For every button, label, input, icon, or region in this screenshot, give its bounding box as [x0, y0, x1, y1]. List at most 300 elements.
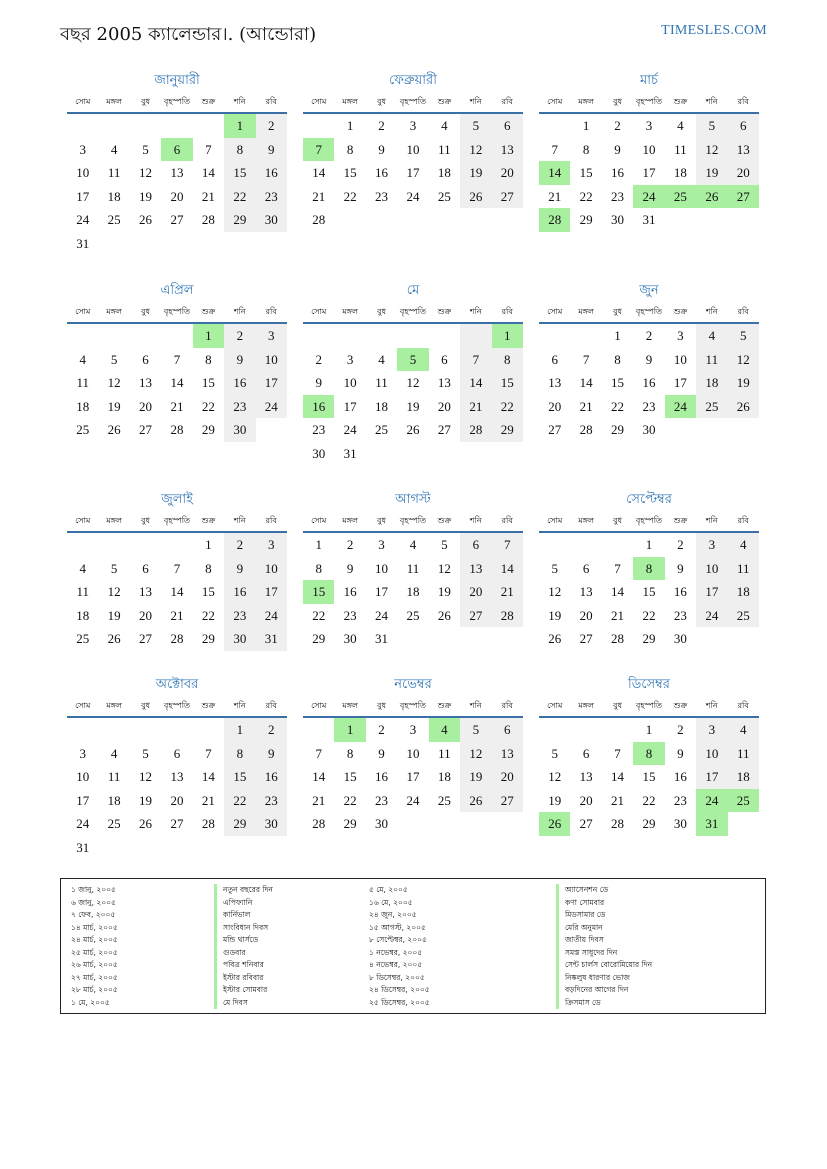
day-cell[interactable]: 12: [548, 769, 562, 785]
day-cell[interactable]: 24: [696, 789, 727, 813]
day-cell[interactable]: 13: [139, 375, 153, 391]
day-cell[interactable]: 25: [665, 185, 696, 209]
day-cell[interactable]: 16: [256, 161, 287, 185]
day-cell[interactable]: 6: [582, 745, 590, 761]
day-cell[interactable]: 8: [346, 141, 354, 157]
day-cell[interactable]: 15: [201, 584, 215, 600]
day-cell[interactable]: 26: [107, 422, 121, 438]
day-cell[interactable]: 13: [460, 557, 491, 581]
day-cell[interactable]: 23: [642, 398, 656, 414]
day-cell[interactable]: 11: [375, 375, 388, 391]
day-cell[interactable]: 30: [642, 422, 656, 438]
day-cell[interactable]: 18: [107, 188, 121, 204]
day-cell[interactable]: 5: [551, 560, 558, 576]
day-cell[interactable]: 15: [224, 765, 255, 789]
day-cell[interactable]: 15: [642, 584, 656, 600]
day-cell[interactable]: 29: [492, 418, 523, 442]
day-cell[interactable]: 13: [548, 375, 562, 391]
day-cell[interactable]: 5: [142, 141, 149, 157]
day-cell[interactable]: 19: [460, 161, 491, 185]
day-cell[interactable]: 17: [696, 765, 727, 789]
day-cell[interactable]: 11: [728, 557, 759, 581]
day-cell[interactable]: 8: [224, 138, 255, 162]
day-cell[interactable]: 10: [673, 351, 687, 367]
day-cell[interactable]: 28: [492, 604, 523, 628]
day-cell[interactable]: 27: [170, 816, 184, 832]
day-cell[interactable]: 10: [256, 557, 287, 581]
day-cell[interactable]: 15: [492, 371, 523, 395]
day-cell[interactable]: 31: [76, 235, 90, 251]
day-cell[interactable]: 28: [539, 208, 570, 232]
day-cell[interactable]: 6: [173, 745, 181, 761]
day-cell[interactable]: 18: [728, 765, 759, 789]
day-cell[interactable]: 20: [139, 398, 153, 414]
day-cell[interactable]: 8: [633, 557, 664, 581]
day-cell[interactable]: 7: [173, 351, 181, 367]
day-cell[interactable]: 25: [406, 607, 420, 623]
day-cell[interactable]: 29: [611, 422, 625, 438]
day-cell[interactable]: 14: [170, 584, 184, 600]
day-cell[interactable]: 20: [579, 792, 593, 808]
day-cell[interactable]: 23: [312, 422, 326, 438]
day-cell[interactable]: 15: [224, 161, 255, 185]
day-cell[interactable]: 6: [492, 114, 523, 138]
day-cell[interactable]: 30: [256, 812, 287, 836]
site-brand-link[interactable]: TIMESLES.COM: [661, 23, 767, 38]
day-cell[interactable]: 4: [441, 118, 448, 133]
day-cell[interactable]: 25: [107, 212, 121, 228]
day-cell[interactable]: 24: [76, 212, 90, 228]
day-cell[interactable]: 18: [107, 792, 121, 808]
day-cell[interactable]: 8: [492, 348, 523, 372]
day-cell[interactable]: 10: [76, 769, 90, 785]
day-cell[interactable]: 16: [673, 584, 687, 600]
day-cell[interactable]: 10: [76, 165, 90, 181]
day-cell[interactable]: 22: [611, 398, 625, 414]
day-cell[interactable]: 9: [256, 742, 287, 766]
day-cell[interactable]: 1: [193, 324, 224, 348]
day-cell[interactable]: 8: [224, 742, 255, 766]
day-cell[interactable]: 13: [170, 769, 184, 785]
day-cell[interactable]: 4: [429, 718, 460, 742]
day-cell[interactable]: 10: [406, 141, 420, 157]
day-cell[interactable]: 12: [139, 165, 153, 181]
day-cell[interactable]: 27: [492, 185, 523, 209]
day-cell[interactable]: 7: [315, 745, 322, 761]
day-cell[interactable]: 12: [406, 375, 420, 391]
day-cell[interactable]: 23: [375, 792, 389, 808]
day-cell[interactable]: 25: [728, 789, 759, 813]
day-cell[interactable]: 3: [346, 351, 354, 367]
day-cell[interactable]: 4: [110, 141, 118, 157]
day-cell[interactable]: 20: [548, 398, 562, 414]
day-cell[interactable]: 28: [460, 418, 491, 442]
day-cell[interactable]: 13: [492, 138, 523, 162]
day-cell[interactable]: 29: [642, 816, 656, 832]
day-cell[interactable]: 28: [312, 212, 326, 228]
day-cell[interactable]: 9: [378, 745, 385, 761]
day-cell[interactable]: 26: [539, 812, 570, 836]
day-cell[interactable]: 26: [139, 816, 153, 832]
day-cell[interactable]: 25: [437, 188, 451, 204]
day-cell[interactable]: 16: [642, 375, 656, 391]
day-cell[interactable]: 4: [728, 533, 759, 557]
day-cell[interactable]: 23: [343, 607, 357, 623]
day-cell[interactable]: 24: [256, 395, 287, 419]
day-cell[interactable]: 5: [696, 114, 727, 138]
day-cell[interactable]: 27: [437, 422, 451, 438]
day-cell[interactable]: 21: [611, 607, 625, 623]
day-cell[interactable]: 22: [579, 188, 593, 204]
day-cell[interactable]: 7: [303, 138, 334, 162]
day-cell[interactable]: 9: [346, 560, 354, 576]
day-cell[interactable]: 15: [303, 580, 334, 604]
day-cell[interactable]: 25: [375, 422, 389, 438]
day-cell[interactable]: 12: [460, 138, 491, 162]
day-cell[interactable]: 3: [677, 328, 684, 343]
day-cell[interactable]: 5: [441, 537, 448, 552]
day-cell[interactable]: 5: [110, 560, 118, 576]
day-cell[interactable]: 3: [409, 118, 417, 133]
day-cell[interactable]: 22: [224, 185, 255, 209]
day-cell[interactable]: 3: [696, 718, 727, 742]
day-cell[interactable]: 26: [437, 607, 451, 623]
day-cell[interactable]: 16: [375, 165, 389, 181]
day-cell[interactable]: 24: [665, 395, 696, 419]
day-cell[interactable]: 27: [460, 604, 491, 628]
day-cell[interactable]: 4: [79, 351, 86, 367]
day-cell[interactable]: 24: [375, 607, 389, 623]
day-cell[interactable]: 30: [343, 631, 357, 647]
day-cell[interactable]: 15: [642, 769, 656, 785]
day-cell[interactable]: 12: [139, 769, 153, 785]
day-cell[interactable]: 15: [579, 165, 593, 181]
day-cell[interactable]: 17: [406, 165, 420, 181]
day-cell[interactable]: 9: [614, 141, 621, 157]
day-cell[interactable]: 18: [76, 398, 90, 414]
day-cell[interactable]: 11: [107, 165, 121, 181]
day-cell[interactable]: 14: [611, 769, 625, 785]
day-cell[interactable]: 5: [142, 745, 149, 761]
day-cell[interactable]: 12: [548, 584, 562, 600]
day-cell[interactable]: 2: [346, 537, 354, 552]
day-cell[interactable]: 19: [139, 188, 153, 204]
day-cell[interactable]: 21: [548, 188, 562, 204]
day-cell[interactable]: 4: [79, 560, 86, 576]
day-cell[interactable]: 8: [205, 560, 212, 576]
day-cell[interactable]: 3: [696, 533, 727, 557]
day-cell[interactable]: 12: [460, 742, 491, 766]
day-cell[interactable]: 6: [441, 351, 448, 367]
day-cell[interactable]: 20: [437, 398, 451, 414]
day-cell[interactable]: 14: [579, 375, 593, 391]
day-cell[interactable]: 28: [611, 631, 625, 647]
day-cell[interactable]: 25: [76, 631, 90, 647]
day-cell[interactable]: 11: [438, 745, 451, 761]
day-cell[interactable]: 2: [378, 722, 385, 737]
day-cell[interactable]: 3: [256, 533, 287, 557]
day-cell[interactable]: 5: [460, 718, 491, 742]
day-cell[interactable]: 7: [614, 560, 621, 576]
day-cell[interactable]: 26: [460, 789, 491, 813]
day-cell[interactable]: 19: [107, 398, 121, 414]
day-cell[interactable]: 30: [224, 418, 255, 442]
day-cell[interactable]: 16: [375, 769, 389, 785]
day-cell[interactable]: 8: [582, 141, 590, 157]
day-cell[interactable]: 22: [642, 792, 656, 808]
day-cell[interactable]: 12: [437, 560, 451, 576]
day-cell[interactable]: 18: [406, 584, 420, 600]
day-cell[interactable]: 18: [437, 769, 451, 785]
day-cell[interactable]: 10: [256, 348, 287, 372]
day-cell[interactable]: 16: [673, 769, 687, 785]
day-cell[interactable]: 19: [460, 765, 491, 789]
day-cell[interactable]: 19: [107, 607, 121, 623]
day-cell[interactable]: 4: [696, 324, 727, 348]
day-cell[interactable]: 14: [539, 161, 570, 185]
day-cell[interactable]: 28: [579, 422, 593, 438]
day-cell[interactable]: 19: [406, 398, 420, 414]
day-cell[interactable]: 18: [76, 607, 90, 623]
day-cell[interactable]: 23: [256, 789, 287, 813]
day-cell[interactable]: 26: [696, 185, 727, 209]
day-cell[interactable]: 28: [312, 816, 326, 832]
day-cell[interactable]: 2: [614, 118, 621, 133]
day-cell[interactable]: 21: [170, 398, 184, 414]
day-cell[interactable]: 27: [579, 816, 593, 832]
day-cell[interactable]: 17: [673, 375, 687, 391]
day-cell[interactable]: 18: [696, 371, 727, 395]
day-cell[interactable]: 21: [492, 580, 523, 604]
day-cell[interactable]: 24: [696, 604, 727, 628]
day-cell[interactable]: 16: [224, 580, 255, 604]
day-cell[interactable]: 9: [677, 560, 684, 576]
day-cell[interactable]: 9: [224, 348, 255, 372]
day-cell[interactable]: 31: [76, 839, 90, 855]
day-cell[interactable]: 1: [614, 328, 621, 343]
day-cell[interactable]: 26: [139, 212, 153, 228]
day-cell[interactable]: 27: [139, 631, 153, 647]
day-cell[interactable]: 6: [460, 533, 491, 557]
day-cell[interactable]: 2: [224, 533, 255, 557]
day-cell[interactable]: 11: [76, 375, 89, 391]
day-cell[interactable]: 3: [79, 141, 86, 157]
day-cell[interactable]: 11: [406, 560, 420, 576]
day-cell[interactable]: 11: [107, 769, 121, 785]
day-cell[interactable]: 27: [170, 212, 184, 228]
day-cell[interactable]: 17: [406, 769, 420, 785]
day-cell[interactable]: 4: [728, 718, 759, 742]
day-cell[interactable]: 14: [611, 584, 625, 600]
day-cell[interactable]: 11: [674, 141, 687, 157]
day-cell[interactable]: 17: [375, 584, 389, 600]
day-cell[interactable]: 1: [205, 537, 212, 552]
day-cell[interactable]: 27: [492, 789, 523, 813]
day-cell[interactable]: 20: [579, 607, 593, 623]
day-cell[interactable]: 21: [312, 792, 326, 808]
day-cell[interactable]: 16: [611, 165, 625, 181]
day-cell[interactable]: 4: [378, 351, 385, 367]
day-cell[interactable]: 27: [579, 631, 593, 647]
day-cell[interactable]: 21: [611, 792, 625, 808]
day-cell[interactable]: 16: [224, 371, 255, 395]
day-cell[interactable]: 25: [107, 816, 121, 832]
day-cell[interactable]: 26: [406, 422, 420, 438]
day-cell[interactable]: 14: [312, 165, 326, 181]
day-cell[interactable]: 29: [201, 631, 215, 647]
day-cell[interactable]: 1: [645, 537, 653, 552]
day-cell[interactable]: 7: [460, 348, 491, 372]
day-cell[interactable]: 10: [696, 557, 727, 581]
day-cell[interactable]: 9: [315, 375, 322, 391]
day-cell[interactable]: 21: [201, 188, 215, 204]
day-cell[interactable]: 8: [205, 351, 212, 367]
day-cell[interactable]: 21: [579, 398, 593, 414]
day-cell[interactable]: 19: [139, 792, 153, 808]
day-cell[interactable]: 23: [673, 792, 687, 808]
day-cell[interactable]: 17: [256, 371, 287, 395]
day-cell[interactable]: 1: [315, 537, 322, 552]
day-cell[interactable]: 2: [677, 722, 684, 737]
day-cell[interactable]: 11: [438, 141, 451, 157]
day-cell[interactable]: 2: [315, 351, 322, 367]
day-cell[interactable]: 9: [224, 557, 255, 581]
day-cell[interactable]: 17: [343, 398, 357, 414]
day-cell[interactable]: 2: [677, 537, 684, 552]
day-cell[interactable]: 5: [460, 114, 491, 138]
day-cell[interactable]: 21: [460, 395, 491, 419]
day-cell[interactable]: 1: [582, 118, 590, 133]
day-cell[interactable]: 21: [170, 607, 184, 623]
day-cell[interactable]: 30: [224, 627, 255, 651]
day-cell[interactable]: 12: [107, 584, 121, 600]
day-cell[interactable]: 13: [437, 375, 451, 391]
day-cell[interactable]: 25: [76, 422, 90, 438]
day-cell[interactable]: 1: [334, 718, 365, 742]
day-cell[interactable]: 17: [696, 580, 727, 604]
day-cell[interactable]: 3: [409, 722, 417, 737]
day-cell[interactable]: 31: [696, 812, 727, 836]
day-cell[interactable]: 6: [142, 351, 149, 367]
day-cell[interactable]: 22: [312, 607, 326, 623]
day-cell[interactable]: 31: [375, 631, 389, 647]
day-cell[interactable]: 29: [642, 631, 656, 647]
day-cell[interactable]: 15: [343, 769, 357, 785]
day-cell[interactable]: 2: [378, 118, 385, 133]
day-cell[interactable]: 3: [645, 118, 653, 133]
day-cell[interactable]: 5: [551, 745, 558, 761]
day-cell[interactable]: 12: [728, 348, 759, 372]
day-cell[interactable]: 5: [110, 351, 118, 367]
day-cell[interactable]: 24: [343, 422, 357, 438]
day-cell[interactable]: 9: [645, 351, 653, 367]
day-cell[interactable]: 7: [173, 560, 181, 576]
day-cell[interactable]: 16: [256, 765, 287, 789]
day-cell[interactable]: 30: [312, 445, 326, 461]
day-cell[interactable]: 23: [611, 188, 625, 204]
day-cell[interactable]: 4: [677, 118, 684, 133]
day-cell[interactable]: 22: [201, 398, 215, 414]
day-cell[interactable]: 14: [201, 165, 215, 181]
day-cell[interactable]: 23: [224, 395, 255, 419]
day-cell[interactable]: 11: [76, 584, 89, 600]
day-cell[interactable]: 25: [437, 792, 451, 808]
day-cell[interactable]: 19: [548, 792, 562, 808]
day-cell[interactable]: 17: [76, 188, 90, 204]
day-cell[interactable]: 25: [728, 604, 759, 628]
day-cell[interactable]: 20: [170, 188, 184, 204]
day-cell[interactable]: 11: [696, 348, 727, 372]
day-cell[interactable]: 7: [614, 745, 621, 761]
day-cell[interactable]: 6: [142, 560, 149, 576]
day-cell[interactable]: 26: [107, 631, 121, 647]
day-cell[interactable]: 21: [312, 188, 326, 204]
day-cell[interactable]: 20: [492, 161, 523, 185]
day-cell[interactable]: 29: [201, 422, 215, 438]
day-cell[interactable]: 22: [343, 188, 357, 204]
day-cell[interactable]: 27: [139, 422, 153, 438]
day-cell[interactable]: 28: [611, 816, 625, 832]
day-cell[interactable]: 13: [579, 769, 593, 785]
day-cell[interactable]: 30: [673, 816, 687, 832]
day-cell[interactable]: 9: [256, 138, 287, 162]
day-cell[interactable]: 19: [728, 371, 759, 395]
day-cell[interactable]: 15: [343, 165, 357, 181]
day-cell[interactable]: 13: [492, 742, 523, 766]
day-cell[interactable]: 28: [170, 422, 184, 438]
day-cell[interactable]: 16: [303, 395, 334, 419]
day-cell[interactable]: 29: [224, 208, 255, 232]
day-cell[interactable]: 12: [107, 375, 121, 391]
day-cell[interactable]: 13: [170, 165, 184, 181]
day-cell[interactable]: 10: [375, 560, 389, 576]
day-cell[interactable]: 28: [201, 212, 215, 228]
day-cell[interactable]: 7: [205, 141, 212, 157]
day-cell[interactable]: 23: [375, 188, 389, 204]
day-cell[interactable]: 17: [76, 792, 90, 808]
day-cell[interactable]: 19: [548, 607, 562, 623]
day-cell[interactable]: 22: [343, 792, 357, 808]
day-cell[interactable]: 23: [224, 604, 255, 628]
day-cell[interactable]: 12: [696, 138, 727, 162]
day-cell[interactable]: 6: [551, 351, 558, 367]
day-cell[interactable]: 10: [696, 742, 727, 766]
day-cell[interactable]: 15: [611, 375, 625, 391]
day-cell[interactable]: 3: [378, 537, 385, 552]
day-cell[interactable]: 14: [201, 769, 215, 785]
day-cell[interactable]: 9: [378, 141, 385, 157]
day-cell[interactable]: 18: [728, 580, 759, 604]
day-cell[interactable]: 22: [201, 607, 215, 623]
day-cell[interactable]: 1: [346, 118, 354, 133]
day-cell[interactable]: 8: [633, 742, 664, 766]
day-cell[interactable]: 22: [492, 395, 523, 419]
day-cell[interactable]: 23: [256, 185, 287, 209]
day-cell[interactable]: 28: [201, 816, 215, 832]
day-cell[interactable]: 31: [343, 445, 357, 461]
day-cell[interactable]: 2: [224, 324, 255, 348]
day-cell[interactable]: 7: [582, 351, 590, 367]
day-cell[interactable]: 14: [492, 557, 523, 581]
day-cell[interactable]: 24: [406, 792, 420, 808]
day-cell[interactable]: 6: [728, 114, 759, 138]
day-cell[interactable]: 15: [201, 375, 215, 391]
day-cell[interactable]: 29: [579, 212, 593, 228]
day-cell[interactable]: 1: [492, 324, 523, 348]
day-cell[interactable]: 20: [492, 765, 523, 789]
day-cell[interactable]: 22: [224, 789, 255, 813]
day-cell[interactable]: 11: [728, 742, 759, 766]
